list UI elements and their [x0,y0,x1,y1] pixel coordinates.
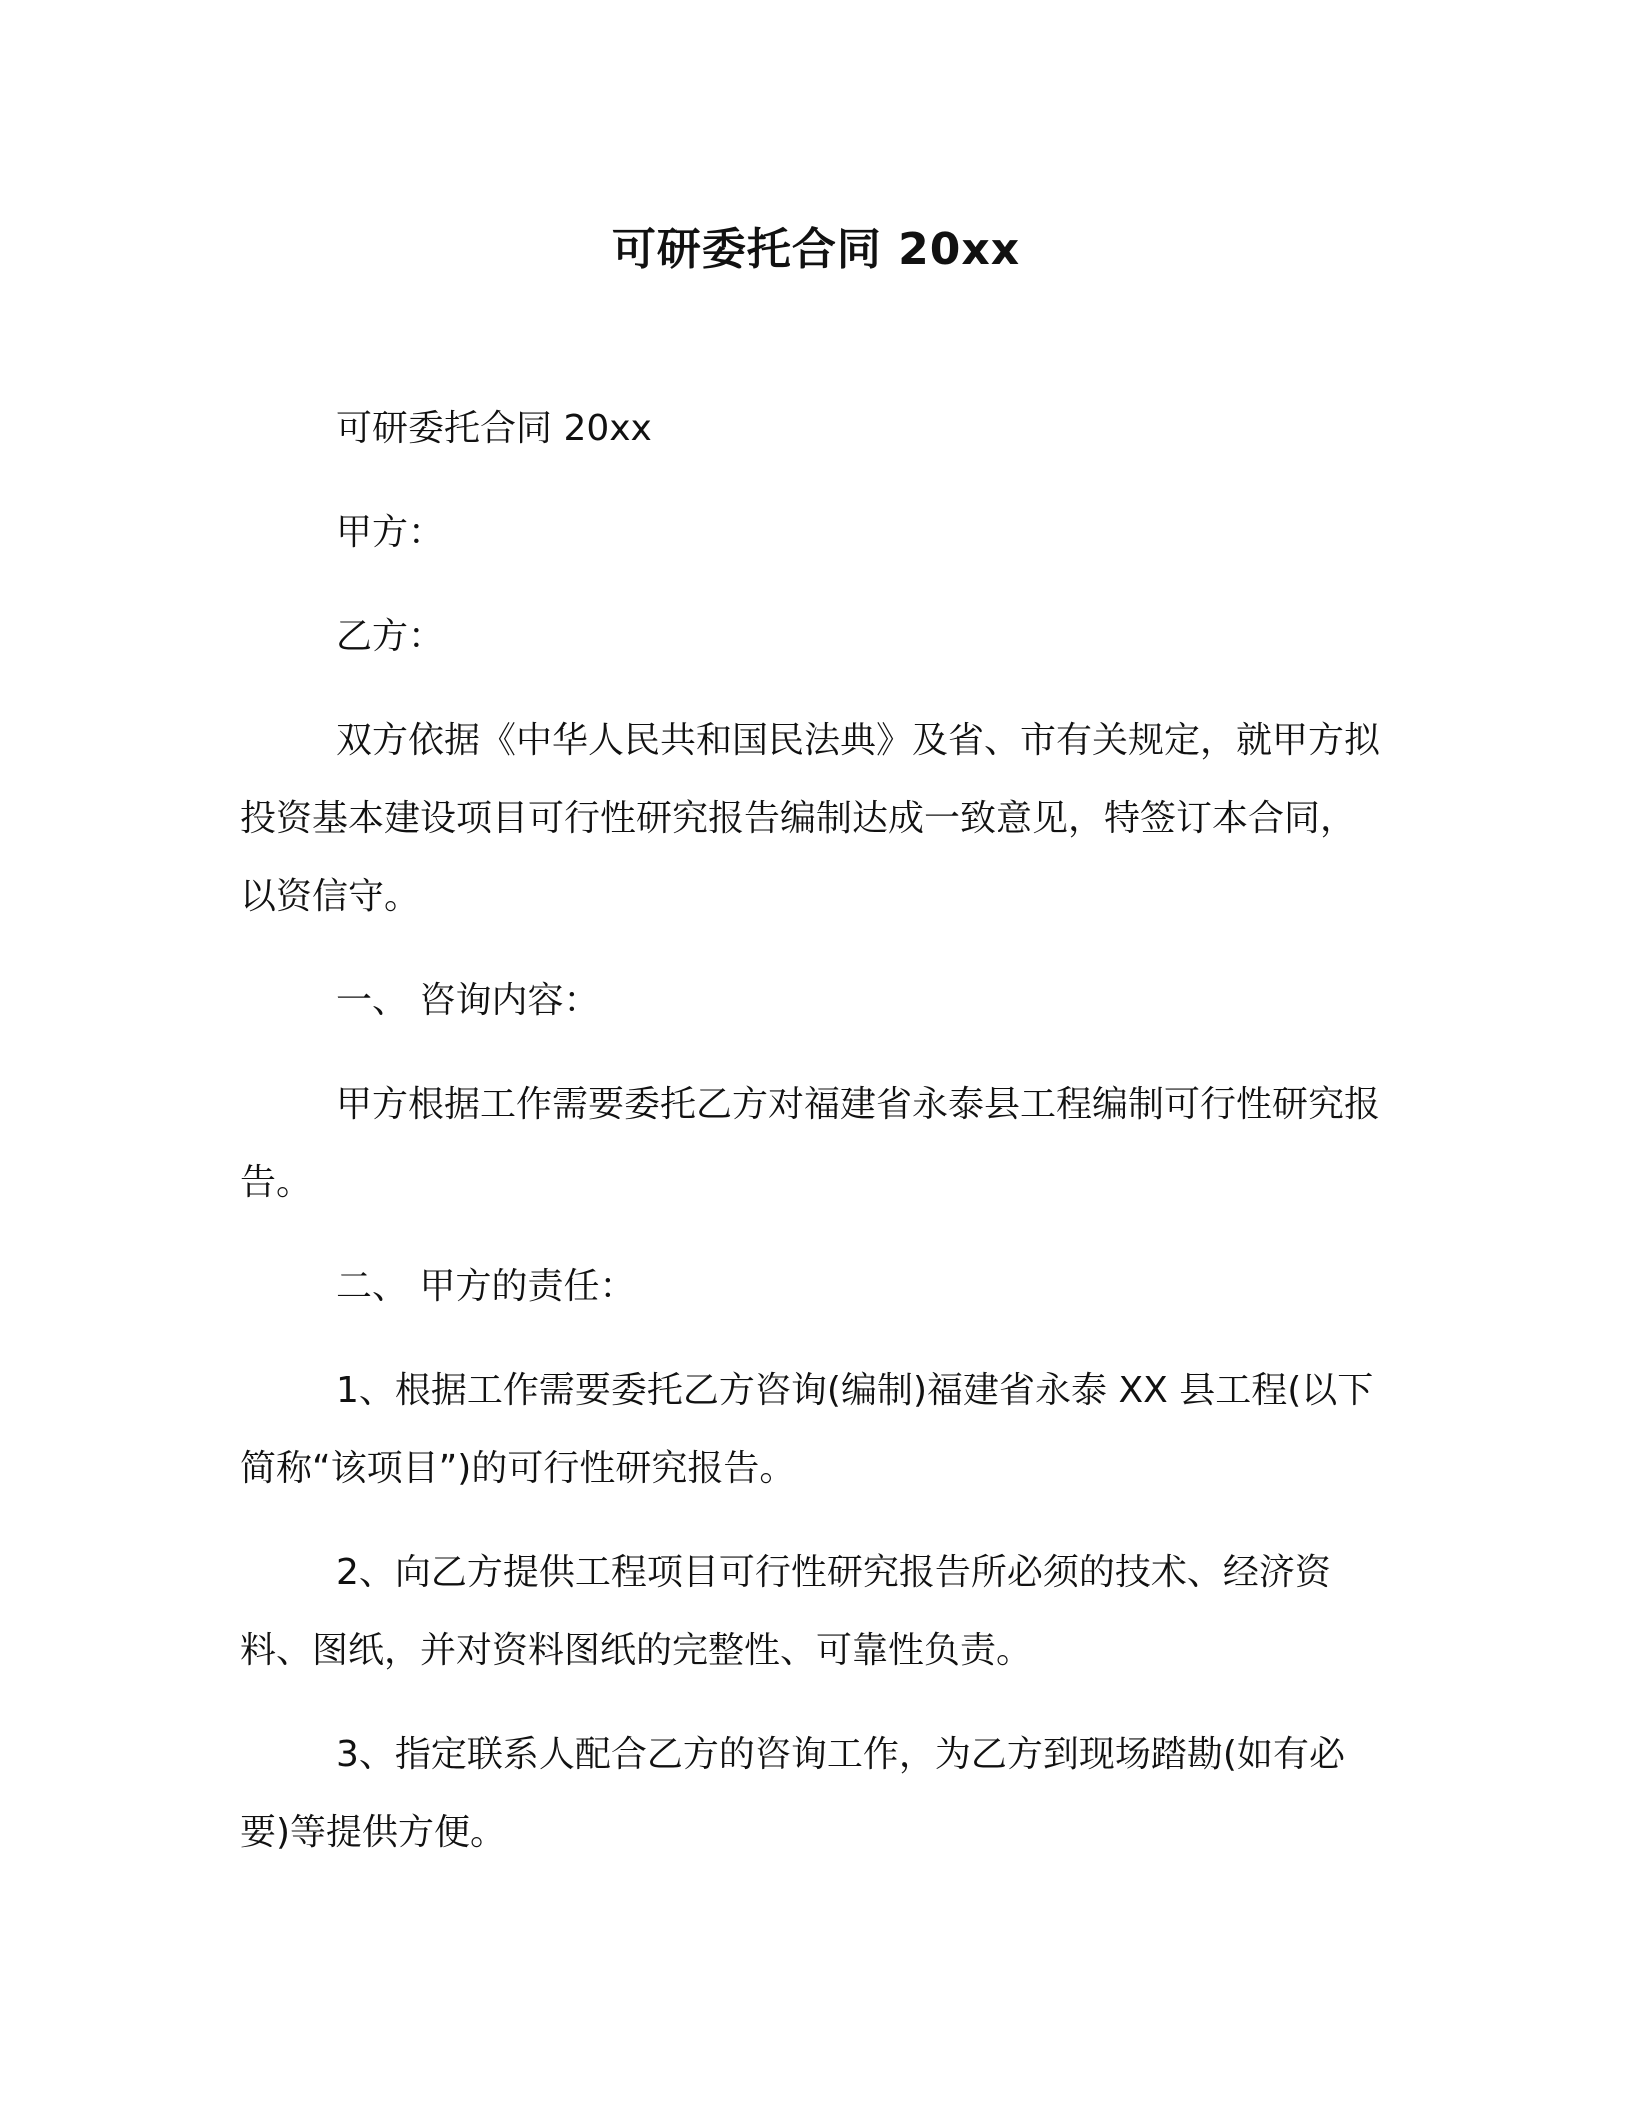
paragraph-responsibility-3: 3、指定联系人配合乙方的咨询工作，为乙方到现场踏勘(如有必要)等提供方便。 [240,1734,1345,1853]
paragraph-preamble: 双方依据《中华人民共和国民法典》及省、市有关规定，就甲方拟投资基本建设项目可行性研究报告编制达成一致意见，特签订本合同，以资信守。 [240,720,1381,917]
paragraph-responsibility-1: 1、根据工作需要委托乙方咨询(编制)福建省永泰 XX 县工程(以下简称“该项目”)的可行性研究报告。 [240,1370,1374,1489]
paragraph-heading-repeat: 可研委托合同 20xx [336,408,652,449]
paragraph-responsibility-2: 2、向乙方提供工程项目可行性研究报告所必须的技术、经济资料、图纸，并对资料图纸的完整性、可靠性负责。 [240,1552,1331,1671]
section-heading-consulting-content: 一、 咨询内容： [336,980,600,1021]
paragraph-consulting-content: 甲方根据工作需要委托乙方对福建省永泰县工程编制可行性研究报告。 [240,1084,1381,1203]
document-title: 可研委托合同 20xx [611,224,1021,275]
section-heading-party-a-responsibility: 二、 甲方的责任： [336,1266,636,1307]
paragraph-party-a: 甲方： [336,512,445,553]
document-body [240,390,1380,1898]
paragraph-party-b: 乙方： [336,616,445,657]
